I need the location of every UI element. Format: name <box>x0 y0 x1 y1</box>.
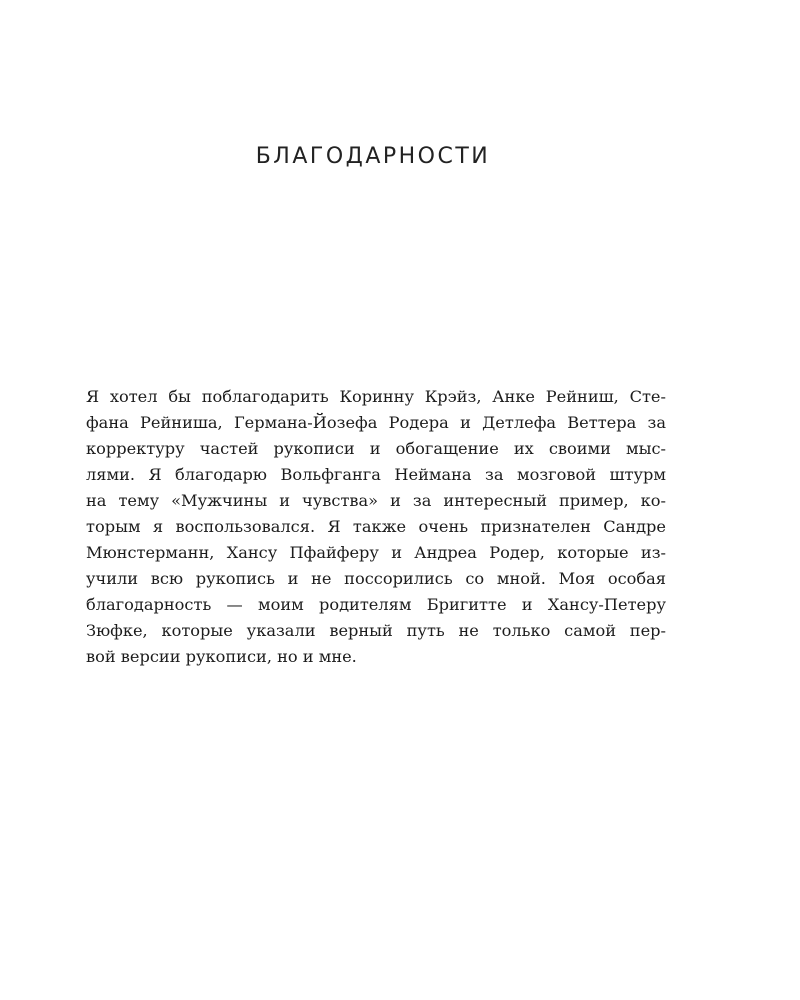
acknowledgements-paragraph <box>86 384 666 670</box>
paragraph-line: Мюнстерманн, Хансу Пфайферу и Андреа Родер, которые из- <box>86 543 666 562</box>
paragraph-line: благодарность — моим родителям Бригитте и Хансу-Петеру <box>86 595 666 614</box>
chapter-title: БЛАГОДАРНОСТИ <box>255 144 491 169</box>
paragraph-line: на тему «Мужчины и чувства» и за интересный пример, ко- <box>86 491 666 510</box>
paragraph-line: фана Рейниша, Германа-Йозефа Родера и Детлефа Веттера за <box>86 413 666 432</box>
paragraph-line: торым я воспользовался. Я также очень признателен Сандре <box>86 517 666 536</box>
paragraph-line: лями. Я благодарю Вольфганга Неймана за мозговой штурм <box>86 465 666 484</box>
paragraph-line: Зюфке, которые указали верный путь не только самой пер- <box>86 621 666 640</box>
paragraph-line: корректуру частей рукописи и обогащение их своими мыс- <box>86 439 666 458</box>
paragraph-line: учили всю рукопись и не поссорились со мной. Моя особая <box>86 569 666 588</box>
paragraph-line: Я хотел бы поблагодарить Коринну Крэйз, Анке Рейниш, Сте- <box>86 387 666 406</box>
paragraph-line-last: вой версии рукописи, но и мне. <box>86 647 357 666</box>
